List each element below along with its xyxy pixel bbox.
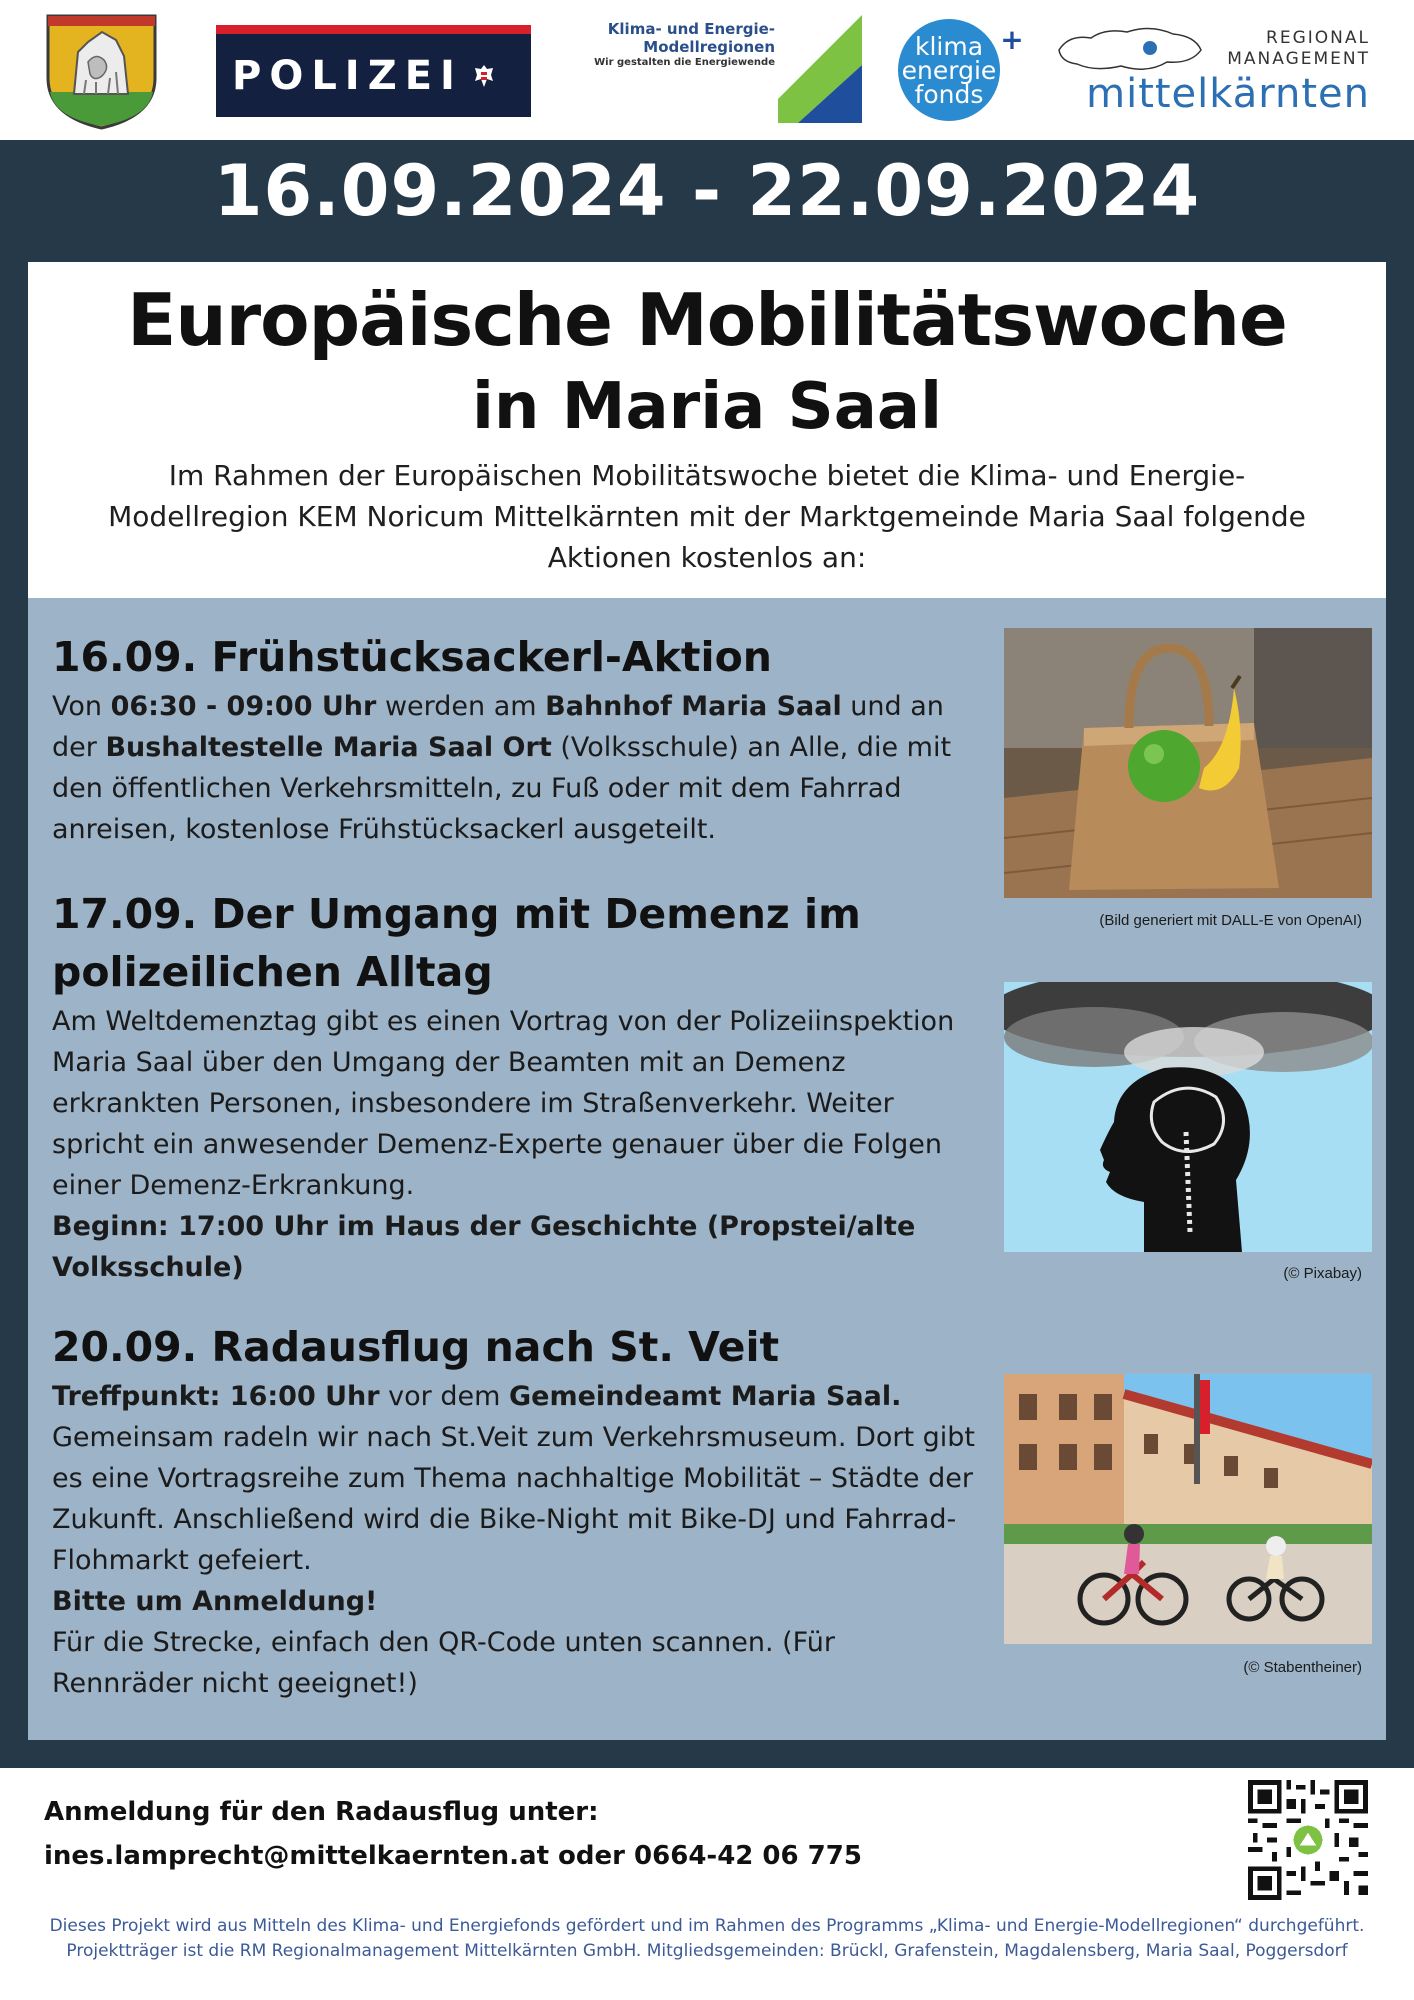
event-description [52,686,982,850]
route-note: Für die Strecke, einfach den QR-Code unten scannen. (Für Rennräder nicht geeignet!) [52,1627,835,1699]
image-caption: (© Pixabay) [1283,1265,1362,1282]
event-start-text: Beginn: 17:00 Uhr im Haus der Geschichte (Propstei/alte Volksschule) [52,1211,916,1283]
page-title: Europäische Mobilitätswoche [127,278,1287,362]
kef-line-2: energie [901,56,997,85]
event-heading: 16.09. Frühstücksackerl-Aktion [52,633,772,681]
event-heading: 20.09. Radausflug nach St. Veit [52,1323,780,1371]
maria-saal-crest-logo [44,12,159,130]
event-description: Am Weltdemenztag gibt es einen Vortrag von der Polizeiinspektion Maria Saal über den Umgang der Beamten mit an Demenz erkrankten Personen, insbesondere im Straßenverkehr. Weiter spricht ein anwesender Demenz-Experte genauer über die Folgen einer Demenz-Erkrankung. [52,1006,955,1201]
qr-code-icon[interactable] [1248,1780,1368,1900]
page-subtitle: in Maria Saal [471,370,943,444]
event-start [52,1206,982,1288]
rm-line-1: REGIONAL [1266,28,1370,48]
event-description: Gemeinsam radeln wir nach St.Veit zum Verkehrsmuseum. Dort gibt es eine Vortragsreihe zum Thema nachhaltige Mobilität – Städte der Zukunft. Anschließend wird die Bike-Night mit Bike-DJ und Fahrrad-Flohmarkt gefeiert. [52,1422,976,1576]
event-location: Bahnhof Maria Saal [545,691,842,722]
registration-note [52,1581,982,1622]
kef-line-1: klima [914,32,984,61]
rm-line-2: MANAGEMENT [1227,49,1370,69]
logo-row [0,0,1414,140]
text-segment: (Volksschule) an Alle, die mit den öffentlichen Verkehrsmitteln, zu Fuß oder mit dem Fahrrad anreisen, kostenlose Frühstücksackerl ausgeteilt. [52,732,952,845]
kef-line-3: fonds [914,80,984,109]
image-caption: (© Stabentheiner) [1243,1659,1362,1676]
funding-footnote: Dieses Projekt wird aus Mitteln des Klima- und Energiefonds gefördert und im Rahmen des Programms „Klima- und Energie-Modellregionen“ durchgeführt. Projektträger ist die RM Regionalmanagement Mittelkärnten GmbH. Mitgliedsgemeinden: Brückl, Grafenstein, Magdalensberg, Maria Saal, Poggersdorf [49,1916,1365,1961]
kef-plus: + [1000,23,1024,56]
text-segment: werden am [376,691,546,722]
polizei-wordmark: POLIZEI [232,52,463,99]
kem-line-1: Klima- und Energie- [607,20,775,38]
text-segment: Von [52,691,111,722]
text-segment: und an der [52,691,944,763]
kem-line-2: Modellregionen [643,38,775,56]
klima-energiefonds-logo [893,15,1027,123]
image-caption: (Bild generiert mit DALL-E von OpenAI) [1099,912,1362,929]
breakfast-bag-image [1004,628,1372,898]
austrian-eagle-icon [473,63,495,89]
event-meeting-point [52,1376,982,1417]
regionalmanagement-logo [1055,16,1375,126]
rm-name: mittelkärnten [1086,71,1370,117]
registration-contact-details[interactable]: ines.lamprecht@mittelkaernten.at oder 0664-42 06 775 [44,1841,862,1871]
dementia-head-image [1004,982,1372,1252]
polizei-logo [216,25,531,117]
event-heading: 17.09. Der Umgang mit Demenz im polizeilichen Alltag [52,890,861,996]
event-dementia-talk [52,885,982,1288]
event-time: Treffpunkt: 16:00 Uhr [52,1381,380,1412]
kem-logo-text [565,20,775,70]
event-time: 06:30 - 09:00 Uhr [110,691,377,722]
kem-logo-mark [778,15,862,123]
event-location: Gemeindeamt Maria Saal. [509,1381,902,1412]
registration-label: Anmeldung für den Radausflug unter: [44,1797,599,1827]
registration-contact [44,1790,862,1878]
registration-note-text: Bitte um Anmeldung! [52,1586,378,1617]
bike-tour-image [1004,1374,1372,1644]
event-location: Bushaltestelle Maria Saal Ort [105,732,552,763]
text-segment: vor dem [379,1381,509,1412]
kem-tagline: Wir gestalten die Energiewende [594,57,775,68]
event-breakfast-bag [52,628,982,850]
date-range: 16.09.2024 - 22.09.2024 [213,150,1201,232]
event-bike-tour [52,1318,982,1704]
intro-text: Im Rahmen der Europäischen Mobilitätswoche bietet die Klima- und Energie-Modellregion KEM Noricum Mittelkärnten mit der Marktgemeinde Maria Saal folgende Aktionen kostenlos an: [108,459,1306,574]
